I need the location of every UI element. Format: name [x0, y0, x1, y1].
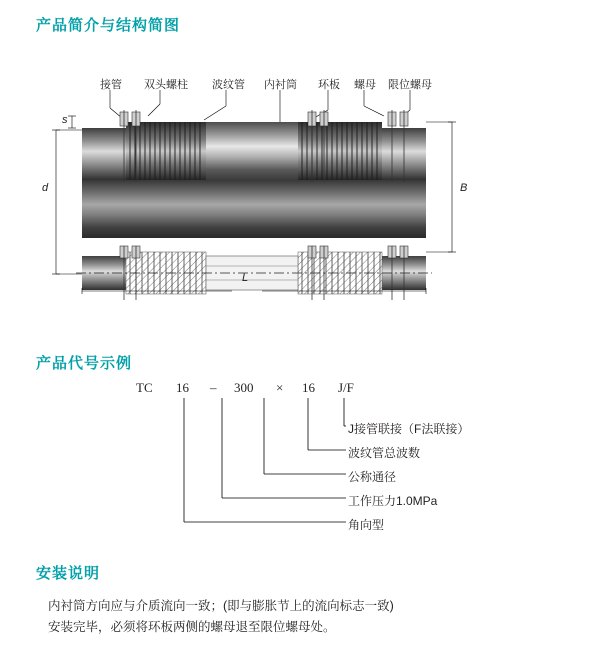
callout-label-pipe: 接管	[100, 79, 122, 91]
callout-label-stud: 双头螺柱	[144, 79, 188, 91]
section-title-code: 产品代号示例	[36, 355, 133, 372]
callout-label-nut: 螺母	[354, 79, 376, 91]
code-token-16a: 16	[176, 380, 189, 395]
dimension-label-B: B	[460, 182, 468, 194]
code-token-dash: –	[210, 380, 217, 395]
dimension-label-s: s	[62, 114, 68, 126]
callout-label-bellows: 波纹管	[212, 79, 245, 91]
structure-drawing-svg	[36, 60, 476, 300]
code-desc-diameter: 公称通径	[348, 470, 397, 484]
code-desc-connection: J接管联接（F法联接）	[348, 422, 470, 436]
section-title-intro: 产品简介与结构简图	[36, 17, 181, 34]
code-token-300: 300	[234, 380, 254, 395]
code-token-jf: J/F	[338, 380, 354, 395]
callout-label-limit-nut: 限位螺母	[388, 79, 432, 91]
code-desc-pressure: 工作压力1.0MPa	[348, 494, 438, 508]
installation-note-line-1: 内衬筒方向应与介质流向一致；(即与膨胀节上的流向标志一致)	[48, 599, 394, 613]
dimension-label-L: L	[242, 272, 249, 284]
code-desc-wave-count: 波纹管总波数	[348, 446, 421, 460]
callout-label-ringplate: 环板	[318, 79, 340, 91]
code-leader-lines	[36, 372, 556, 542]
dimension-label-d: d	[42, 182, 49, 194]
callout-label-liner: 内衬筒	[264, 79, 297, 91]
section-title-install: 安装说明	[36, 565, 101, 582]
code-desc-type: 角向型	[348, 518, 385, 532]
code-token-tc: TC	[136, 380, 153, 395]
structure-diagram	[36, 60, 476, 300]
code-token-16b: 16	[302, 380, 315, 395]
installation-notes	[48, 596, 568, 638]
product-code-diagram	[36, 372, 556, 542]
code-token-times: ×	[276, 380, 284, 395]
installation-note-line-2: 安装完毕，必须将环板两侧的螺母退至限位螺母处。	[48, 620, 336, 634]
